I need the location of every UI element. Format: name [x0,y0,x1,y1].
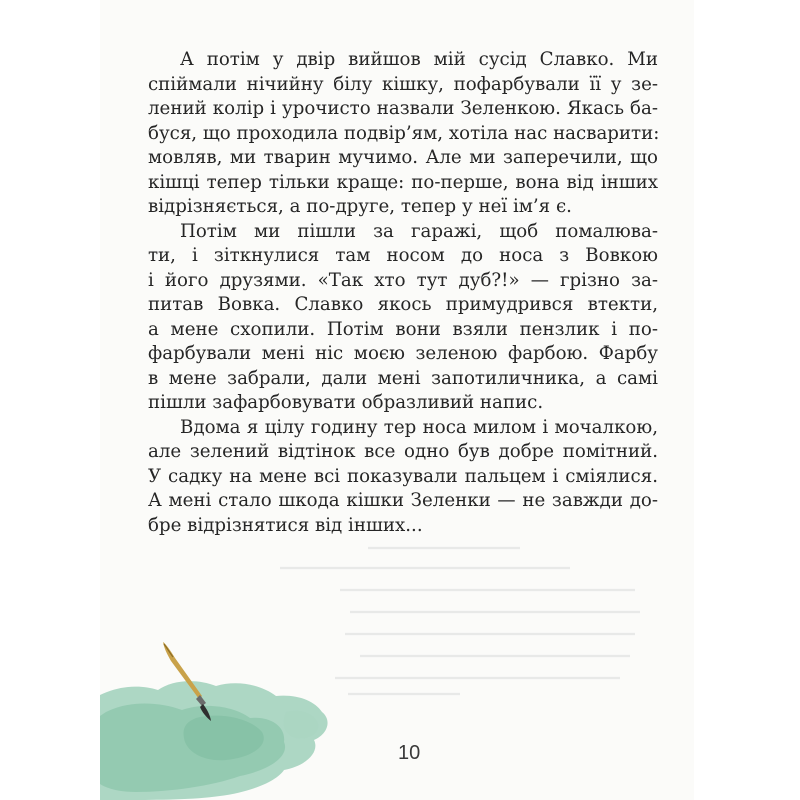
text-line: Потім ми пішли за гаражі, щоб помалюва- [180,220,658,242]
text-line: а мене схопили. Потім вони взяли пензлик і по- [148,318,658,340]
text-line: У садку на мене всі показували пальцем і сміялися. [148,465,658,487]
text-line: пішли зафарбовувати образливий напис. [148,392,544,413]
text-line: питав Вовка. Славко якось примудрився втекти, [148,294,658,315]
text-line: А потім у двір вийшов мій сусід Славко. Ми [180,49,658,70]
text-line: мовляв, ми тварин мучимо. Але ми заперечили, що [148,147,658,168]
text-line: фарбували мені ніс моєю зеленою фарбою. Фарбу [148,343,658,364]
text-line: відрізняється, а по-друге, тепер у неї ім’я є. [148,196,572,217]
paragraph-3 [148,416,658,539]
text-line: в мене забрали, дали мені запотиличника, а самі [148,367,658,389]
text-line: і його друзями. «Так хто тут дуб?!» — грізно за- [148,269,658,291]
body-text [148,48,658,538]
text-line: кішці тепер тільки краще: по-перше, вона від інших [148,171,658,193]
text-line: Вдома я цілу годину тер носа милом і мочалкою, [180,416,658,438]
watercolor-blob [100,681,328,800]
page-number: 10 [398,742,421,764]
paragraph-2 [148,220,658,416]
text-line: А мені стало шкода кішки Зеленки — не завжди до- [148,490,658,511]
text-line: бре відрізнятися від інших... [148,514,423,536]
watercolor-illustration [100,600,694,800]
book-page [100,0,694,800]
text-line: ти, і зіткнулися там носом до носа з Вовкою [148,245,658,266]
paragraph-1 [148,48,658,220]
text-line: але зелений відтінок все одно був добре помітний. [148,441,658,462]
text-line: спіймали нічийну білу кішку, пофарбували її у зе- [148,73,658,95]
text-line: лений колір і урочисто назвали Зеленкою. Якась ба- [148,98,658,119]
text-line: буся, що проходила подвір’ям, хотіла нас насварити: [148,122,660,144]
